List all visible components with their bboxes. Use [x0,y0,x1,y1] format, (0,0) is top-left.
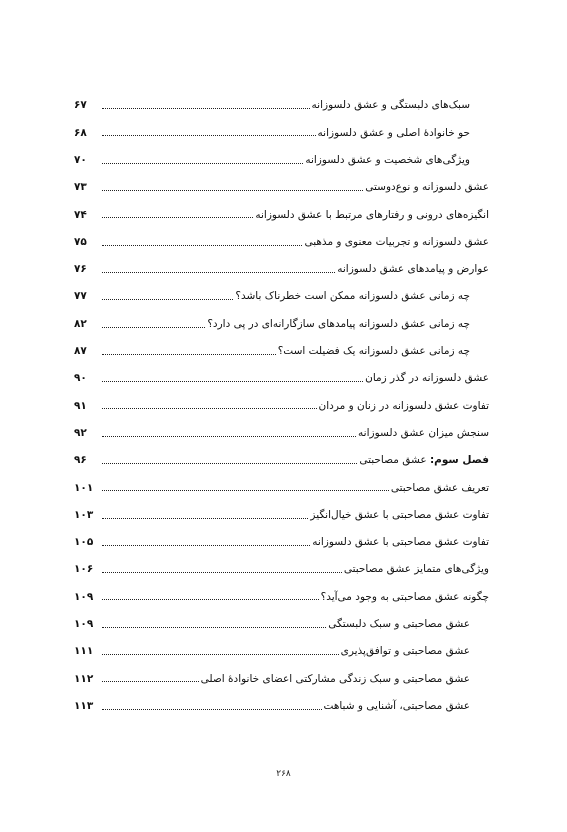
toc-page-number: ۱۰۱ [74,481,94,494]
dot-leader [102,518,308,519]
toc-entry-title: تفاوت عشق دلسوزانه در زنان و مردان [318,399,489,412]
toc-entry [74,392,489,419]
dot-leader [102,545,310,546]
toc-entry-title: سبک‌های دلبستگی و عشق دلسوزانه [311,99,470,112]
toc-entry [74,501,489,528]
toc-page-number: ۱۰۹ [74,618,94,631]
toc-entry-title: تعریف عشق مصاحبتی [390,481,489,494]
toc-entry-title: چگونه عشق مصاحبتی به وجود می‌آید؟ [320,590,489,603]
toc-chapter-heading [74,447,489,474]
dot-leader [102,245,302,246]
toc-entry-title: چه زمانی عشق دلسوزانه ممکن است خطرناک باشد؟ [235,290,470,303]
dot-leader [102,217,253,218]
dot-leader [102,436,356,437]
toc-page-number: ۱۰۵ [74,536,94,549]
toc-entry [74,583,489,610]
dot-leader [102,627,326,628]
toc-entry [74,201,489,228]
toc-page-number: ۷۰ [74,153,87,166]
toc-entry [74,556,489,583]
toc-entry-title: عشق مصاحبتی و توافق‌پذیری [340,645,470,658]
dot-leader [102,163,303,164]
dot-leader [102,327,205,328]
toc-entry [74,365,489,392]
toc-entry [74,119,489,146]
toc-page-number: ۹۱ [74,399,87,412]
dot-leader [102,272,335,273]
toc-page-number: ۸۷ [74,345,87,358]
dot-leader [102,408,317,409]
toc-entry-title: تفاوت عشق مصاحبتی با عشق خیال‌انگیز [310,508,489,521]
toc-entry [74,92,489,119]
dot-leader [102,681,199,682]
toc-page-number: ۹۲ [74,426,87,439]
toc-page-number: ۱۰۶ [74,563,94,576]
toc-entry-title: چه زمانی عشق دلسوزانه پیامدهای سازگارانه‌ای در پی دارد؟ [207,317,470,330]
toc-entry-title: ویژگی‌های شخصیت و عشق دلسوزانه [305,153,470,166]
dot-leader [102,354,276,355]
toc-entry-title: عشق دلسوزانه و نوع‌دوستی [365,181,489,194]
toc-page-number: ۷۶ [74,263,87,276]
toc-page-number: ۱۰۹ [74,590,94,603]
toc-entry-title [359,455,489,466]
toc-entry-title: عشق دلسوزانه در گذر زمان [365,372,489,385]
toc-entry-title: انگیزه‌های درونی و رفتارهای مرتبط با عشق دلسوزانه [255,208,489,221]
dot-leader [102,108,310,109]
toc-page-number: ۱۰۳ [74,508,94,521]
toc-entry [74,665,489,692]
table-of-contents [74,92,489,720]
toc-page-number: ۷۷ [74,290,87,303]
toc-entry-title: عشق مصاحبتی و سبک زندگی مشارکتی اعضای خانوادهٔ اصلی [200,672,470,685]
toc-entry [74,310,489,337]
toc-entry-title: حو خانوادهٔ اصلی و عشق دلسوزانه [317,126,470,139]
toc-entry [74,638,489,665]
toc-page-number: ۷۳ [74,181,87,194]
chapter-number: فصل سوم: [429,454,489,467]
toc-entry [74,420,489,447]
dot-leader [102,381,363,382]
toc-entry-title: سنجش میزان عشق دلسوزانه [358,426,489,439]
toc-entry-title: عشق مصاحبتی و سبک دلبستگی [328,618,470,631]
toc-entry [74,693,489,720]
toc-page-number: ۶۸ [74,126,87,139]
page-number: ۲۶۸ [276,769,291,779]
toc-entry [74,147,489,174]
toc-entry [74,474,489,501]
dot-leader [102,654,339,655]
toc-page-number: ۹۰ [74,372,87,385]
toc-entry [74,338,489,365]
toc-entry [74,228,489,255]
toc-entry [74,174,489,201]
dot-leader [102,190,363,191]
dot-leader [102,709,322,710]
toc-page-number: ۱۱۳ [74,699,94,712]
toc-page-number: ۶۷ [74,99,87,112]
toc-entry-title: چه زمانی عشق دلسوزانه یک فضیلت است؟ [277,345,470,358]
toc-entry-title: عشق مصاحبتی، آشنایی و شباهت [323,699,470,712]
dot-leader [102,490,389,491]
dot-leader [102,463,357,464]
toc-entry-title: تفاوت عشق مصاحبتی با عشق دلسوزانه [312,536,489,549]
toc-page-number: ۱۱۲ [74,672,94,685]
toc-page-number: ۱۱۱ [74,645,94,658]
toc-page-number: ۷۵ [74,235,87,248]
toc-entry [74,529,489,556]
toc-page-number: ۸۲ [74,317,87,330]
toc-entry-title: عشق دلسوزانه و تجربیات معنوی و مذهبی [304,235,489,248]
toc-page-number: ۷۴ [74,208,87,221]
chapter-title: عشق مصاحبتی [359,454,427,467]
toc-entry [74,283,489,310]
toc-entry-title: عوارض و پیامدهای عشق دلسوزانه [337,263,489,276]
dot-leader [102,135,316,136]
toc-page-number: ۹۶ [74,454,87,467]
dot-leader [102,572,342,573]
toc-entry [74,256,489,283]
dot-leader [102,599,319,600]
dot-leader [102,299,233,300]
toc-entry-title: ویژگی‌های متمایز عشق مصاحبتی [343,563,489,576]
toc-entry [74,611,489,638]
